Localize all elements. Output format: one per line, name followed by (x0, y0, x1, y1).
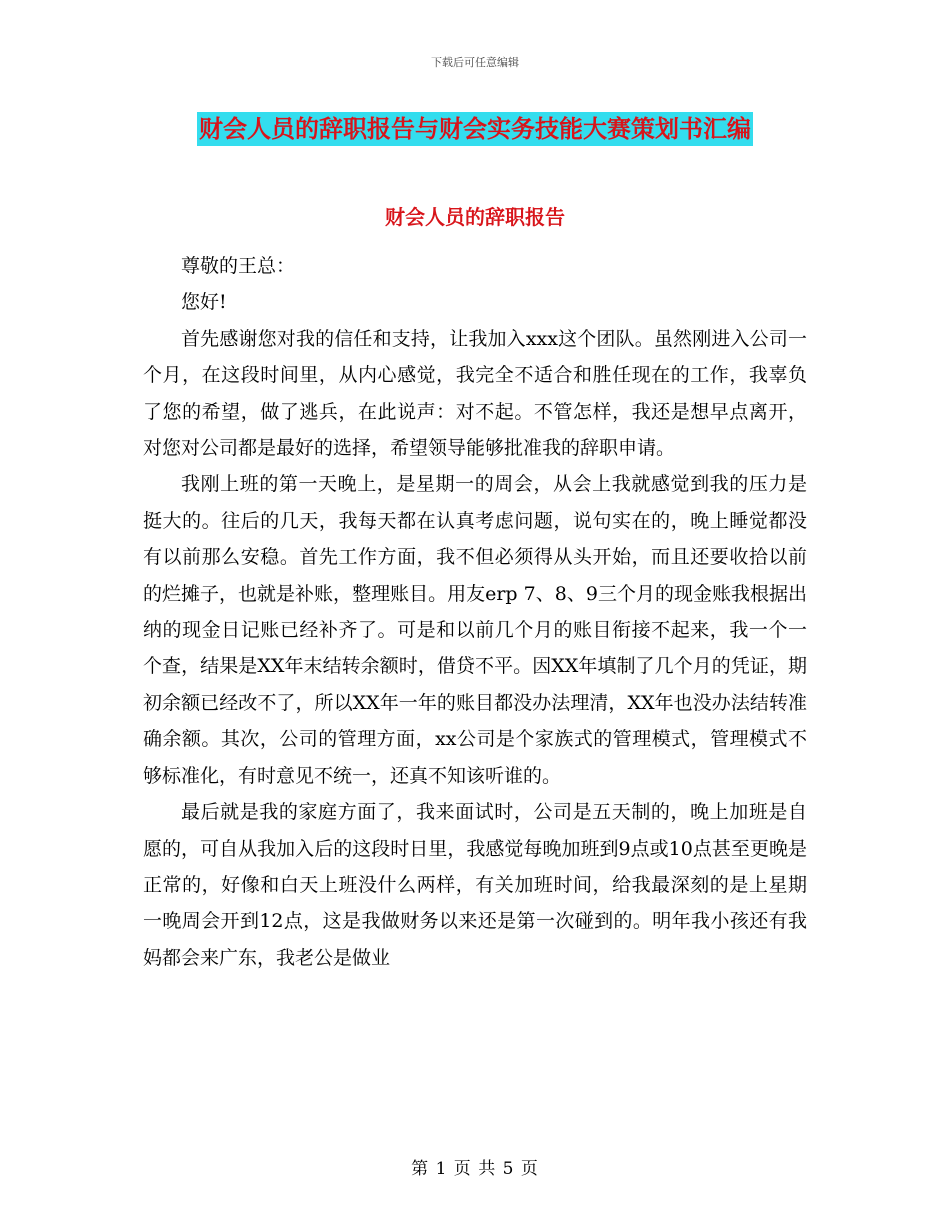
header-note: 下载后可任意编辑 (431, 56, 519, 69)
section-title: 财会人员的辞职报告 (385, 205, 565, 229)
body-paragraph: 首先感谢您对我的信任和支持，让我加入xxx这个团队。虽然刚进入公司一个月，在这段时间里，从内心感觉，我完全不适合和胜任现在的工作，我辜负了您的希望，做了逃兵，在此说声：对不起。不管怎样，我还是想早点离开，对您对公司都是最好的选择，希望领导能够批准我的辞职申请。 (143, 327, 807, 460)
salutation: 尊敬的王总： (181, 255, 296, 277)
body-paragraph: 我刚上班的第一天晚上，是星期一的周会，从会上我就感觉到我的压力是挺大的。往后的几天，我每天都在认真考虑问题，说句实在的，晚上睡觉都没有以前那么安稳。首先工作方面，我不但必须得从头开始，而且还要收拾以前的烂摊子，也就是补账，整理账目。用友erp 7、8、9三个月的现金账我根据出纳的现金日记账已经补齐了。可是和以前几个月的账目衔接不起来，我一个一个查，结果是XX年末结转余额时，借贷不平。因XX年填制了几个月的凭证，期初余额已经改不了，所以XX年一年的账目都没办法理清，XX年也没办法结转准确余额。其次，公司的管理方面，xx公司是个家族式的管理模式，管理模式不够标准化，有时意见不统一，还真不知该听谁的。 (143, 473, 807, 787)
main-title: 财会人员的辞职报告与财会实务技能大赛策划书汇编 (197, 112, 753, 146)
page-footer: 第 1 页 共 5 页 (411, 1159, 539, 1179)
body-paragraph: 最后就是我的家庭方面了，我来面试时，公司是五天制的，晚上加班是自愿的，可自从我加入后的这段时日里，我感觉每晚加班到9点或10点甚至更晚是正常的，好像和白天上班没什么两样，有关加班时间，给我最深刻的是上星期一晚周会开到12点，这是我做财务以来还是第一次碰到的。明年我小孩还有我妈都会来广东，我老公是做业 (143, 801, 807, 969)
document-body (143, 248, 807, 976)
greeting: 您好! (181, 291, 227, 314)
main-title-container (0, 112, 950, 146)
